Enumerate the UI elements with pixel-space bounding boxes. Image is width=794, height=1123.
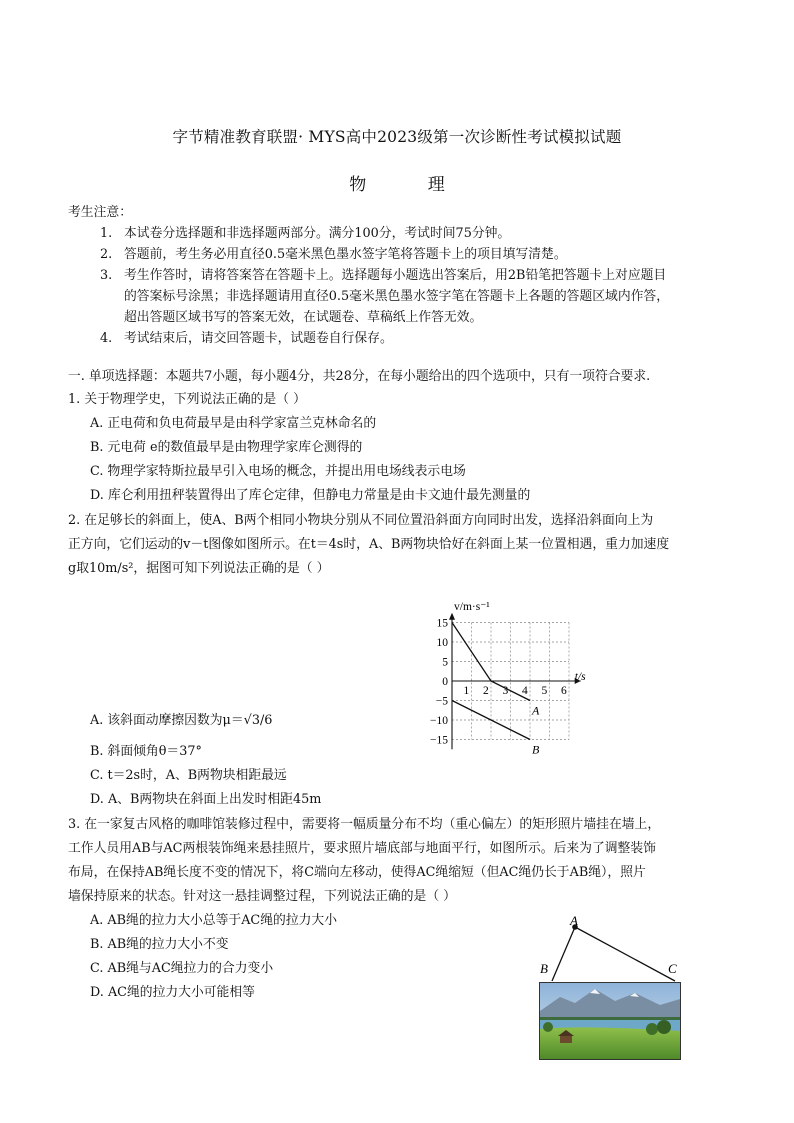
x-axis-label: t/s xyxy=(574,671,586,683)
notice-text: 考生作答时，请将答案答在答题卡上。选择题每小题选出答案后，用2B铅笔把答题卡上对应题目 xyxy=(124,268,667,283)
x-tick-label: 4 xyxy=(522,685,528,697)
q3-stem-line3: 布局，在保持AB绳长度不变的情况下，将C端向左移动，使得AC绳缩短（但AC绳仍长于AB绳），照片 xyxy=(68,865,646,880)
label-c: C xyxy=(668,961,677,976)
rope-ac xyxy=(575,927,675,981)
notice-text: 超出答题区域书写的答案无效，在试题卷、草稿纸上作答无效。 xyxy=(124,310,483,325)
notice-text: 答题前，考生务必用直径0.5毫米黑色墨水签字笔将答题卡上的项目填写清楚。 xyxy=(124,247,567,262)
x-tick-label: 6 xyxy=(561,685,567,697)
y-tick-label: −10 xyxy=(430,715,448,727)
q1-stem: 1. 关于物理学史，下列说法正确的是（ ） xyxy=(68,392,306,407)
series-label-b: B xyxy=(532,742,540,757)
x-tick-label: 3 xyxy=(502,685,509,697)
notice-text: 本试卷分选择题和非选择题两部分。满分100分，考试时间75分钟。 xyxy=(124,226,511,241)
y-tick-label: 5 xyxy=(442,656,448,669)
q2-option-b: B. 斜面倾角θ＝37° xyxy=(90,744,202,759)
exam-title: 字节精准教育联盟· MYS高中2023级第一次诊断性考试模拟试题 xyxy=(172,128,622,146)
q3-stem-line2: 工作人员用AB与AC两根装饰绳来悬挂照片，要求照片墙底部与地面平行，如图所示。后来为了调整装饰 xyxy=(68,841,656,856)
notice-text: 的答案标号涂黑；非选择题请用直径0.5毫米黑色墨水签字笔在答题卡上各题的答题区域内作答， xyxy=(124,289,670,304)
q1-option-b: B. 元电荷 e的数值最早是由物理学家库仑测得的 xyxy=(90,440,363,455)
y-tick-label: −5 xyxy=(435,695,448,708)
q2-stem-line3: g取10m/s²，据图可知下列说法正确的是（ ） xyxy=(68,561,330,576)
vt-graph xyxy=(420,596,600,772)
q3-option-a: A. AB绳的拉力大小总等于AC绳的拉力大小 xyxy=(90,913,338,928)
notice-heading: 考生注意： xyxy=(68,205,132,220)
y-axis-label: v/m·s⁻¹ xyxy=(454,601,490,613)
x-tick-label: 5 xyxy=(541,685,548,697)
q2-stem-line2: 正方向，它们运动的v－t图像如图所示。在t＝4s时，A、B两物块恰好在斜面上某一位置相遇，重力加速度 xyxy=(68,537,670,552)
q2-stem-line1: 2. 在足够长的斜面上，使A、B两个相同小物块分别从不同位置沿斜面方向同时出发，选择沿斜面向上为 xyxy=(68,513,654,528)
label-b: B xyxy=(540,961,548,976)
y-tick-label: −15 xyxy=(430,734,448,747)
x-tick-label: 1 xyxy=(463,685,470,697)
notice-number: 4. xyxy=(100,331,113,346)
notice-number: 3. xyxy=(100,268,113,283)
q3-stem-line4: 墙保持原来的状态。针对这一悬挂调整过程，下列说法正确的是（ ） xyxy=(68,889,456,904)
q1-option-a: A. 正电荷和负电荷最早是由科学家富兰克林命名的 xyxy=(90,416,377,431)
q2-option-c: C. t＝2s时，A、B两物块相距最远 xyxy=(90,768,287,783)
section-heading: 一. 单项选择题：本题共7小题，每小题4分，共28分，在每小题给出的四个选项中，只有一项符合要求. xyxy=(68,369,651,384)
notice-number: 1. xyxy=(100,226,113,241)
q3-option-c: C. AB绳与AC绳拉力的合力变小 xyxy=(90,961,274,976)
q3-option-b: B. AB绳的拉力大小不变 xyxy=(90,937,229,952)
q3-stem-line1: 3. 在一家复古风格的咖啡馆装修过程中，需要将一幅质量分布不均（重心偏左）的矩形照片墙挂在墙上， xyxy=(68,817,661,832)
subject-title: 物 理 xyxy=(349,175,473,195)
landscape-photo xyxy=(539,982,681,1060)
series-label-a: A xyxy=(532,703,540,718)
y-tick-label: 15 xyxy=(436,617,448,630)
notice-number: 2. xyxy=(100,247,113,262)
q1-option-d: D. 库仑利用扭秤装置得出了库仑定律，但静电力常量是由卡文迪什最先测量的 xyxy=(90,488,531,503)
y-tick-label: 0 xyxy=(442,676,448,688)
q3-option-d: D. AC绳的拉力大小可能相等 xyxy=(90,985,255,1000)
q1-option-c: C. 物理学家特斯拉最早引入电场的概念，并提出用电场线表示电场 xyxy=(90,464,466,479)
q2-option-d: D. A、B两物块在斜面上出发时相距45m xyxy=(90,792,322,807)
hanging-ropes-figure xyxy=(530,915,690,985)
x-tick-label: 2 xyxy=(483,685,489,697)
label-a: A xyxy=(570,915,578,928)
series-line-b xyxy=(452,701,530,740)
rope-ab xyxy=(552,927,575,981)
q2-option-a: A. 该斜面动摩擦因数为μ＝√3/6 xyxy=(90,713,273,728)
y-tick-label: 10 xyxy=(436,637,448,649)
notice-text: 考试结束后，请交回答题卡，试题卷自行保存。 xyxy=(124,331,393,346)
y-axis-arrow xyxy=(449,613,455,620)
